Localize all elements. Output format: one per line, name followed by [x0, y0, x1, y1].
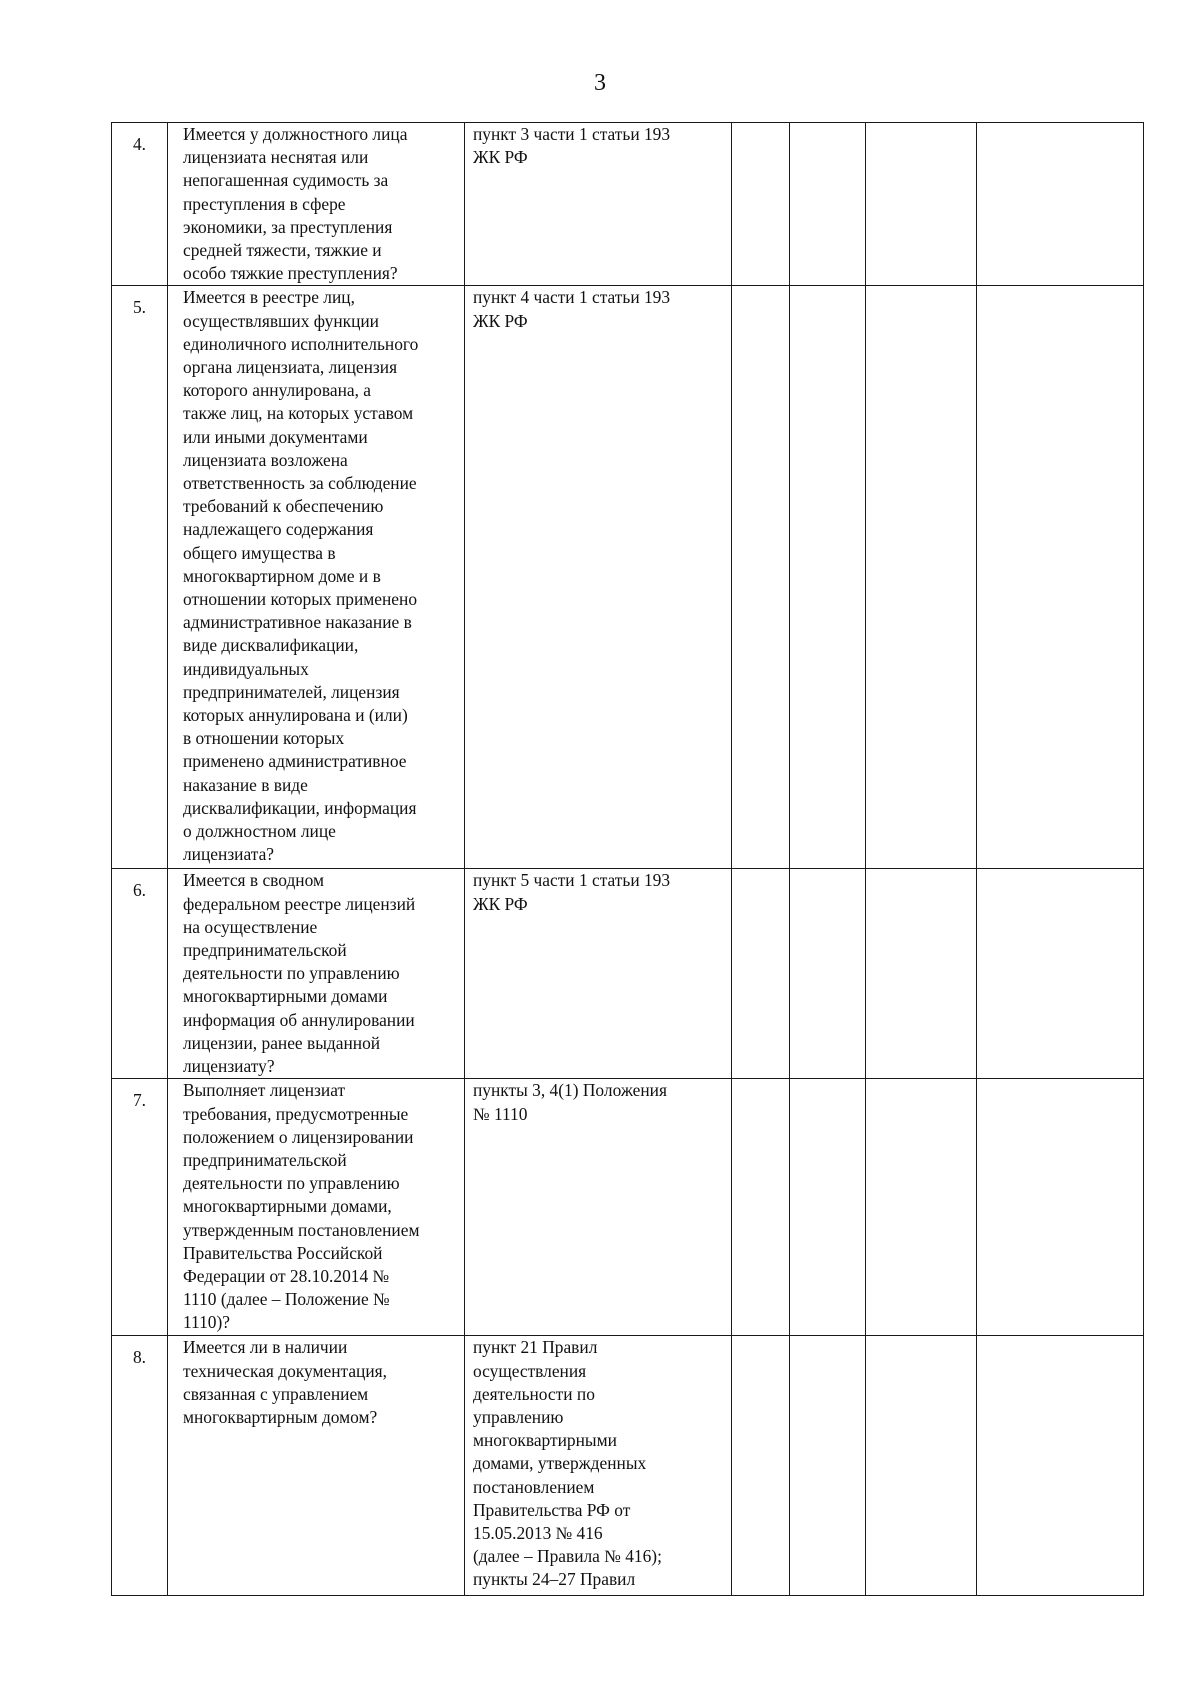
table-row — [112, 1079, 1144, 1336]
table-row — [112, 869, 1144, 1079]
answer-yes-cell — [732, 1336, 790, 1596]
table-row — [112, 1336, 1144, 1596]
legal-basis-text: пункт 5 части 1 статьи 193 ЖК РФ — [473, 870, 671, 914]
requirement-question-text: Имеется у должностного лица лицензиата неснятая или непогашенная судимость за преступления в сфере экономики, за преступления средней тяжести, тяжкие и особо тяжкие преступления? — [183, 124, 408, 284]
note-cell — [977, 123, 1144, 286]
legal-basis-text: пункт 3 части 1 статьи 193 ЖК РФ — [473, 124, 671, 168]
answer-no-cell — [790, 1336, 866, 1596]
answer-no-cell — [790, 1079, 866, 1336]
requirement-question-text: Имеется ли в наличии техническая документация, связанная с управлением многоквартирным домом? — [183, 1337, 388, 1428]
legal-basis — [465, 869, 732, 1079]
legal-basis-text: пункты 3, 4(1) Положения № 1110 — [473, 1080, 667, 1124]
answer-not-applicable-cell — [866, 869, 977, 1079]
row-number: 4. — [112, 123, 168, 286]
requirement-question-text: Имеется в реестре лиц, осуществлявших функции единоличного исполнительного органа лицензиата, лицензия которого аннулирована, а также лиц, на которых уставом или иными документами лицензиата возложена ответственность за соблюдение требований к обеспечению надлежащего содержания общего имущества в многоквартирном доме и в отношении которых применено административное наказание в виде дисквалификации, индивидуальных предпринимателей, лицензия которых аннулирована и (или) в отношении которых применено административное наказание в виде дисквалификации, информация о должностном лице лицензиата? — [183, 287, 419, 865]
requirement-question — [168, 869, 465, 1079]
answer-yes-cell — [732, 123, 790, 286]
row-number: 8. — [112, 1336, 168, 1596]
answer-not-applicable-cell — [866, 286, 977, 869]
requirement-question-text: Имеется в сводном федеральном реестре лицензий на осуществление предпринимательской деятельности по управлению многоквартирными домами информация об аннулировании лицензии, ранее выданной лицензиату? — [183, 870, 416, 1077]
answer-not-applicable-cell — [866, 1336, 977, 1596]
requirement-question — [168, 1079, 465, 1336]
requirement-question-text: Выполняет лицензиат требования, предусмотренные положением о лицензировании предпринимательской деятельности по управлению многоквартирными домами, утвержденным постановлением Правительства Российской Федерации от 28.10.2014 № 1110 (далее – Положение № 1110)? — [183, 1080, 420, 1333]
requirement-question — [168, 286, 465, 869]
answer-not-applicable-cell — [866, 1079, 977, 1336]
checklist-table — [111, 122, 1144, 1596]
row-number: 5. — [112, 286, 168, 869]
note-cell — [977, 286, 1144, 869]
legal-basis-text: пункт 4 части 1 статьи 193 ЖК РФ — [473, 287, 671, 331]
answer-yes-cell — [732, 286, 790, 869]
note-cell — [977, 1079, 1144, 1336]
requirement-question — [168, 123, 465, 286]
row-number: 7. — [112, 1079, 168, 1336]
requirement-question — [168, 1336, 465, 1596]
table-row — [112, 123, 1144, 286]
legal-basis — [465, 1079, 732, 1336]
page-number: 3 — [594, 70, 606, 96]
legal-basis — [465, 1336, 732, 1596]
answer-no-cell — [790, 869, 866, 1079]
answer-not-applicable-cell — [866, 123, 977, 286]
answer-no-cell — [790, 123, 866, 286]
legal-basis — [465, 123, 732, 286]
answer-yes-cell — [732, 869, 790, 1079]
row-number: 6. — [112, 869, 168, 1079]
legal-basis-text: пункт 21 Правил осуществления деятельности по управлению многоквартирными домами, утвержденных постановлением Правительства РФ от 15.05.2013 № 416 (далее – Правила № 416); пункты 24–27 Правил — [473, 1337, 662, 1590]
legal-basis — [465, 286, 732, 869]
answer-no-cell — [790, 286, 866, 869]
note-cell — [977, 1336, 1144, 1596]
note-cell — [977, 869, 1144, 1079]
answer-yes-cell — [732, 1079, 790, 1336]
table-row — [112, 286, 1144, 869]
